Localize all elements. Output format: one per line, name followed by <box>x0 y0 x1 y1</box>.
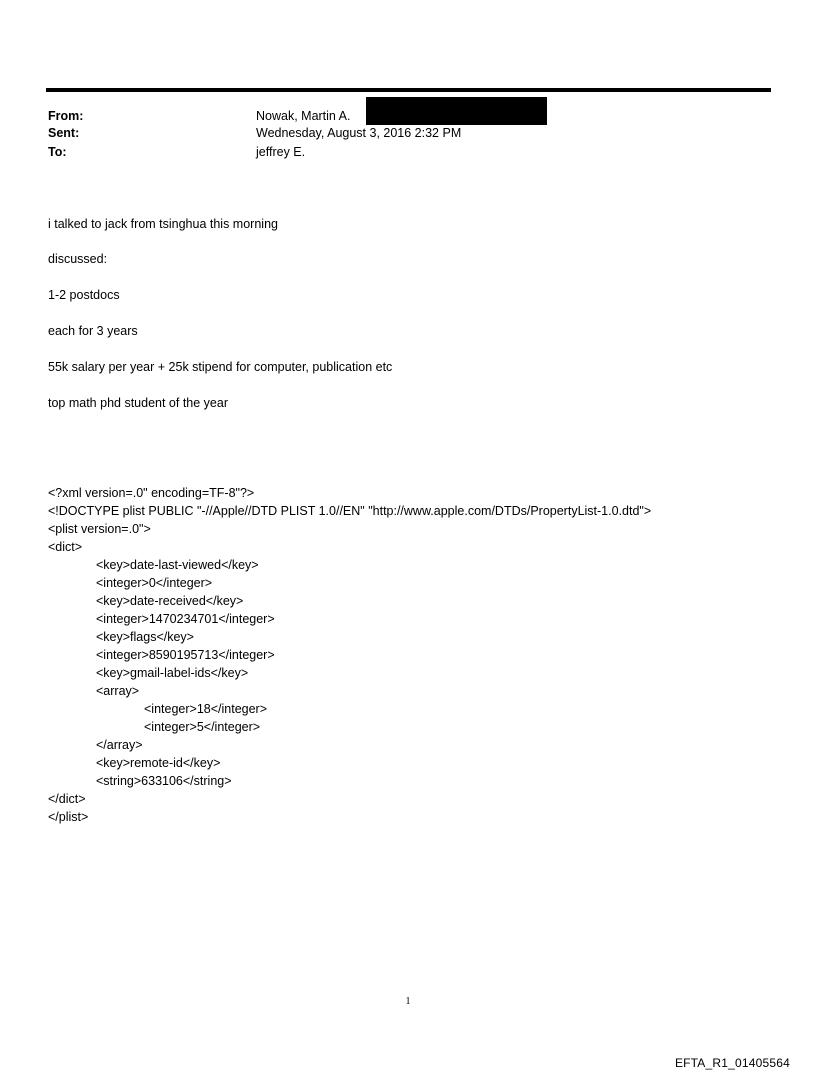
xml-line: <key>gmail-label-ids</key> <box>96 666 249 680</box>
page-number: 1 <box>405 996 411 1007</box>
xml-line: <array> <box>96 684 140 698</box>
xml-line: <!DOCTYPE plist PUBLIC "-//Apple//DTD PLIST 1.0//EN" "http://www.apple.com/DTDs/PropertyList-1.0.dtd"> <box>48 504 652 518</box>
xml-line: <integer>18</integer> <box>144 702 268 716</box>
xml-line: <plist version=.0"> <box>48 522 151 536</box>
body-line: i talked to jack from tsinghua this morning <box>48 217 278 231</box>
xml-line: </plist> <box>48 810 89 824</box>
to-value: jeffrey E. <box>256 145 306 159</box>
xml-line: <integer>1470234701</integer> <box>96 612 275 626</box>
xml-line: <string>633106</string> <box>96 774 232 788</box>
body-line: top math phd student of the year <box>48 396 228 410</box>
from-value: Nowak, Martin A. <box>256 109 351 123</box>
xml-line: <dict> <box>48 540 83 554</box>
body-line: 55k salary per year + 25k stipend for computer, publication etc <box>48 360 393 374</box>
sent-label: Sent: <box>48 126 80 140</box>
xml-line: <key>date-last-viewed</key> <box>96 558 259 572</box>
from-label: From: <box>48 109 84 123</box>
xml-line: </array> <box>96 738 143 752</box>
xml-line: <key>flags</key> <box>96 630 194 644</box>
body-line: 1-2 postdocs <box>48 288 120 302</box>
xml-line: </dict> <box>48 792 86 806</box>
document-id: EFTA_R1_01405564 <box>674 1056 790 1070</box>
body-line: discussed: <box>48 252 108 266</box>
xml-line: <integer>0</integer> <box>96 576 213 590</box>
xml-line: <key>remote-id</key> <box>96 756 221 770</box>
redaction-box <box>366 97 547 125</box>
xml-line: <key>date-received</key> <box>96 594 244 608</box>
to-label: To: <box>48 145 67 159</box>
header-rule <box>46 88 771 92</box>
sent-value: Wednesday, August 3, 2016 2:32 PM <box>256 126 462 140</box>
body-line: each for 3 years <box>48 324 138 338</box>
xml-line: <integer>5</integer> <box>144 720 261 734</box>
xml-line: <?xml version=.0" encoding=TF-8"?> <box>48 486 255 500</box>
xml-line: <integer>8590195713</integer> <box>96 648 275 662</box>
